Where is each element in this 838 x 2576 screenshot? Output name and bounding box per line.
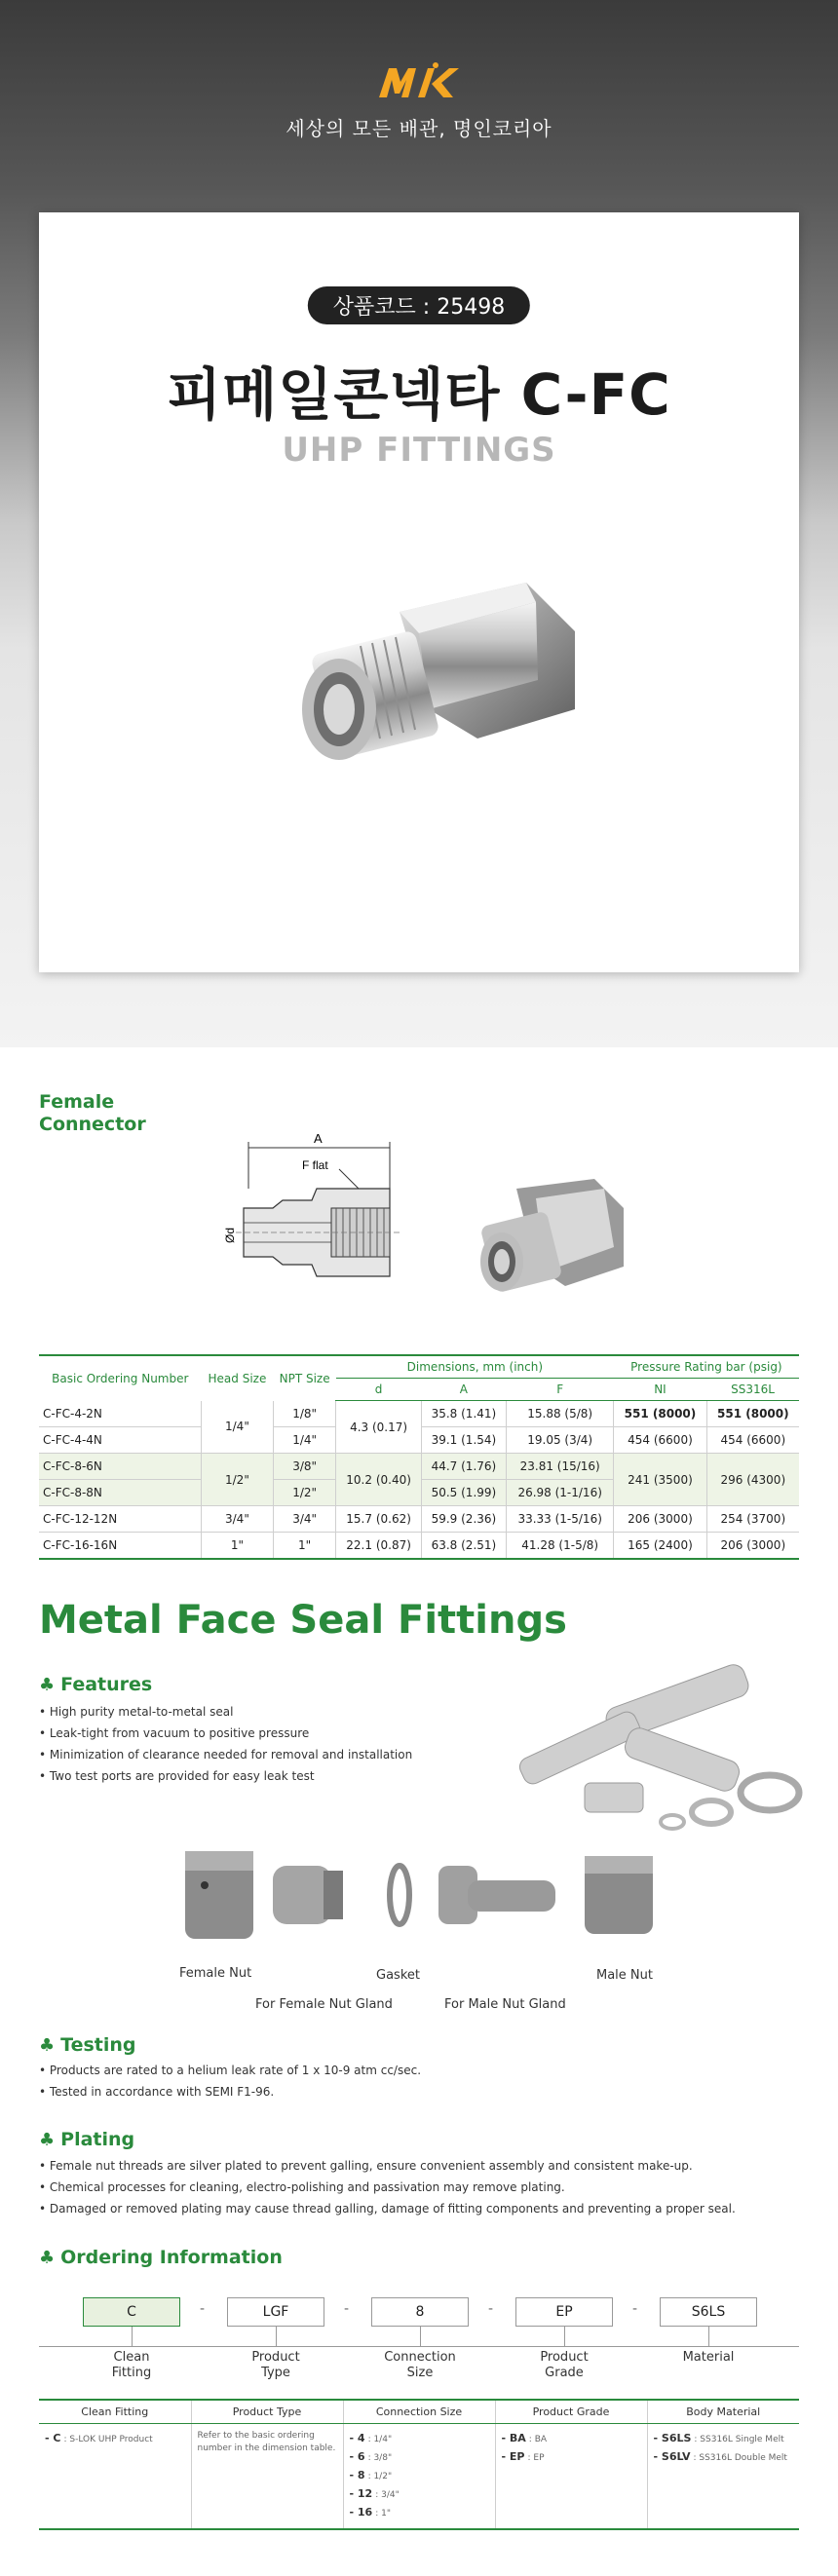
product-subtitle: UHP FITTINGS xyxy=(282,431,556,470)
cell-product-grade xyxy=(495,2424,647,2530)
cell-ss: 206 (3000) xyxy=(706,1533,799,1560)
mk-logo-icon xyxy=(375,60,463,103)
dim-d-text: Ød xyxy=(223,1227,237,1243)
th-f: F xyxy=(507,1379,614,1401)
club-icon: ♣ xyxy=(39,2035,56,2056)
part-gland-female-label: For Female Nut Gland xyxy=(255,1997,393,2012)
item-value: Refer to the basic ordering number in the dimension table. xyxy=(197,2431,336,2453)
features-heading xyxy=(39,1674,152,1695)
cell-a: 35.8 (1.41) xyxy=(421,1401,506,1427)
ordering-heading xyxy=(39,2247,283,2268)
order-caption-material xyxy=(660,2350,757,2366)
list-item: • Minimization of clearance needed for removal and installation xyxy=(39,1744,412,1765)
mfs-title: Metal Face Seal Fittings xyxy=(39,1598,567,1643)
cell-a: 39.1 (1.54) xyxy=(421,1427,506,1454)
parts-illustration xyxy=(156,1841,702,2036)
caption-line: Grade xyxy=(545,2366,584,2380)
cell-ss: 551 (8000) xyxy=(706,1401,799,1427)
label-line-2: Connector xyxy=(39,1114,146,1135)
list-item xyxy=(350,2448,489,2467)
club-icon: ♣ xyxy=(39,1675,56,1695)
list-item xyxy=(350,2467,489,2485)
th-npt-size: NPT Size xyxy=(273,1355,336,1401)
item-value: : S-LOK UHP Product xyxy=(63,2435,153,2444)
item-key: - 4 xyxy=(349,2432,365,2444)
list-item xyxy=(502,2430,641,2448)
caption-line: Connection xyxy=(384,2350,456,2365)
ordering-code-builder xyxy=(39,2297,799,2395)
cell-npt: 1/8" xyxy=(273,1401,336,1427)
brand-area xyxy=(0,60,838,141)
order-dash: - xyxy=(344,2301,350,2317)
caption-line: Size xyxy=(406,2366,434,2380)
table-row xyxy=(39,1506,799,1533)
cell-ni: 206 (3000) xyxy=(614,1506,706,1533)
order-dash: - xyxy=(200,2301,206,2317)
cell-a: 59.9 (2.36) xyxy=(421,1506,506,1533)
cell-code: C-FC-4-4N xyxy=(39,1427,202,1454)
item-key: - EP xyxy=(501,2450,525,2463)
list-item xyxy=(350,2485,489,2504)
list-item xyxy=(350,2504,489,2522)
caption-line: Fitting xyxy=(111,2366,152,2380)
spec-table-section xyxy=(39,1354,799,1560)
cell-d: 4.3 (0.17) xyxy=(336,1401,421,1454)
cell-npt: 3/8" xyxy=(273,1454,336,1480)
connector-line xyxy=(708,2327,709,2346)
product-photo xyxy=(283,563,594,816)
dimension-drawing xyxy=(223,1130,643,1325)
testing-list xyxy=(39,2060,421,2102)
item-value: : 1" xyxy=(375,2509,391,2519)
order-caption-clean xyxy=(83,2350,180,2381)
item-value: : 3/8" xyxy=(367,2453,393,2463)
th-d: d xyxy=(336,1379,421,1401)
part-gland-male-label: For Male Nut Gland xyxy=(444,1997,566,2012)
item-key: - C xyxy=(45,2432,61,2444)
item-value: : SS316L Double Melt xyxy=(693,2453,787,2463)
product-code-badge: 상품코드 : 25498 xyxy=(308,286,530,324)
hero-section xyxy=(0,0,838,1047)
cell-f: 26.98 (1-1/16) xyxy=(507,1480,614,1506)
table-row xyxy=(39,1533,799,1560)
item-value: : 1/2" xyxy=(367,2472,393,2481)
list-item: • High purity metal-to-metal seal xyxy=(39,1701,412,1723)
ordering-table-section xyxy=(39,2399,799,2530)
plating-heading-text: Plating xyxy=(60,2129,135,2150)
cell-connection-size xyxy=(343,2424,495,2530)
item-key: - 8 xyxy=(349,2469,365,2481)
order-dash: - xyxy=(488,2301,494,2317)
caption-line: Product xyxy=(540,2350,589,2365)
cell-code: C-FC-16-16N xyxy=(39,1533,202,1560)
cell-head: 1/4" xyxy=(202,1401,274,1454)
cell-ni: 454 (6600) xyxy=(614,1427,706,1454)
th-ss: SS316L xyxy=(706,1379,799,1401)
spec-table xyxy=(39,1354,799,1560)
cell-ni: 551 (8000) xyxy=(614,1401,706,1427)
cell-npt: 1/4" xyxy=(273,1427,336,1454)
th-body-material: Body Material xyxy=(647,2400,799,2424)
order-caption-grade xyxy=(515,2350,613,2381)
item-value: : SS316L Single Melt xyxy=(694,2435,784,2444)
list-item xyxy=(350,2430,489,2448)
list-item: • Female nut threads are silver plated to prevent galling, ensure convenient assembly and consistent make-up. xyxy=(39,2155,736,2177)
cell-f: 23.81 (15/16) xyxy=(507,1454,614,1480)
caption-line: Clean xyxy=(113,2350,150,2365)
brand-tagline: 세상의 모든 배관, 명인코리아 xyxy=(286,117,552,140)
table-row xyxy=(39,2424,799,2530)
item-value: : BA xyxy=(528,2435,548,2444)
th-product-grade: Product Grade xyxy=(495,2400,647,2424)
order-caption-size xyxy=(371,2350,469,2381)
item-key: - S6LS xyxy=(653,2432,692,2444)
label-line-1: Female xyxy=(39,1091,115,1113)
cell-ss: 454 (6600) xyxy=(706,1427,799,1454)
product-title: 피메일콘넥타 C-FC xyxy=(167,361,671,428)
cell-npt: 1/2" xyxy=(273,1480,336,1506)
th-ni: NI xyxy=(614,1379,706,1401)
order-box-material: S6LS xyxy=(660,2297,757,2327)
cell-code: C-FC-8-6N xyxy=(39,1454,202,1480)
fittings-photo xyxy=(487,1666,809,1841)
list-item: • Tested in accordance with SEMI F1-96. xyxy=(39,2081,421,2102)
list-item xyxy=(654,2448,794,2467)
connector-line xyxy=(420,2327,421,2346)
plating-heading xyxy=(39,2129,134,2150)
item-key: - BA xyxy=(501,2432,526,2444)
cell-d: 22.1 (0.87) xyxy=(336,1533,421,1560)
list-item: • Leak-tight from vacuum to positive pressure xyxy=(39,1723,412,1744)
cell-f: 15.88 (5/8) xyxy=(507,1401,614,1427)
cell-d: 15.7 (0.62) xyxy=(336,1506,421,1533)
list-item xyxy=(45,2430,185,2448)
caption-line: Type xyxy=(261,2366,290,2380)
testing-heading xyxy=(39,2034,136,2056)
cell-head: 3/4" xyxy=(202,1506,274,1533)
item-value: : 3/4" xyxy=(375,2490,400,2500)
cell-product-type xyxy=(191,2424,343,2530)
caption-line: Product xyxy=(251,2350,300,2365)
cell-npt: 1" xyxy=(273,1533,336,1560)
list-item xyxy=(502,2448,641,2467)
cell-d: 10.2 (0.40) xyxy=(336,1454,421,1506)
item-key: - S6LV xyxy=(653,2450,691,2463)
th-product-type: Product Type xyxy=(191,2400,343,2424)
plating-list xyxy=(39,2155,736,2219)
list-item: • Chemical processes for cleaning, electro-polishing and passivation may remove plating. xyxy=(39,2177,736,2198)
th-ordering: Basic Ordering Number xyxy=(39,1355,202,1401)
connector-line xyxy=(276,2327,277,2346)
features-heading-text: Features xyxy=(60,1674,153,1695)
list-item: • Two test ports are provided for easy leak test xyxy=(39,1765,412,1787)
th-a: A xyxy=(421,1379,506,1401)
product-card xyxy=(39,212,799,972)
cell-a: 50.5 (1.99) xyxy=(421,1480,506,1506)
list-item: • Products are rated to a helium leak rate of 1 x 10-9 atm cc/sec. xyxy=(39,2060,421,2081)
connector-line xyxy=(564,2327,565,2346)
cell-ni: 165 (2400) xyxy=(614,1533,706,1560)
table-row xyxy=(39,1401,799,1427)
cell-f: 33.33 (1-5/16) xyxy=(507,1506,614,1533)
order-caption-type xyxy=(227,2350,324,2381)
cell-code: C-FC-12-12N xyxy=(39,1506,202,1533)
cell-code: C-FC-8-8N xyxy=(39,1480,202,1506)
cell-ni: 241 (3500) xyxy=(614,1454,706,1506)
order-box-grade: EP xyxy=(515,2297,613,2327)
ordering-heading-text: Ordering Information xyxy=(60,2247,283,2268)
cell-body-material xyxy=(647,2424,799,2530)
th-head-size: Head Size xyxy=(202,1355,274,1401)
cell-ss: 296 (4300) xyxy=(706,1454,799,1506)
cell-f: 19.05 (3/4) xyxy=(507,1427,614,1454)
club-icon: ♣ xyxy=(39,2130,56,2150)
caption-line: Material xyxy=(682,2350,735,2365)
order-box-clean: C xyxy=(83,2297,180,2327)
th-dimensions: Dimensions, mm (inch) xyxy=(336,1355,614,1379)
club-icon: ♣ xyxy=(39,2248,56,2268)
th-pressure: Pressure Rating bar (psig) xyxy=(614,1355,799,1379)
list-item xyxy=(654,2430,794,2448)
item-value: : EP xyxy=(527,2453,545,2463)
dim-f-text: F flat xyxy=(302,1158,328,1172)
cell-head: 1/2" xyxy=(202,1454,274,1506)
order-dash: - xyxy=(632,2301,638,2317)
cell-f: 41.28 (1-5/8) xyxy=(507,1533,614,1560)
item-key: - 16 xyxy=(349,2506,373,2519)
cell-a: 44.7 (1.76) xyxy=(421,1454,506,1480)
testing-heading-text: Testing xyxy=(60,2034,136,2056)
order-box-type: LGF xyxy=(227,2297,324,2327)
cell-npt: 3/4" xyxy=(273,1506,336,1533)
th-connection-size: Connection Size xyxy=(343,2400,495,2424)
cell-ss: 254 (3700) xyxy=(706,1506,799,1533)
female-connector-label xyxy=(39,1091,146,1136)
ordering-table xyxy=(39,2399,799,2530)
item-key: - 12 xyxy=(349,2487,373,2500)
part-male-nut-label: Male Nut xyxy=(596,1968,653,1983)
features-list xyxy=(39,1701,412,1787)
table-row xyxy=(39,1454,799,1480)
item-key: - 6 xyxy=(349,2450,365,2463)
item-value: : 1/4" xyxy=(367,2435,393,2444)
order-box-size: 8 xyxy=(371,2297,469,2327)
list-item: • Damaged or removed plating may cause thread galling, damage of fitting components and preventing a proper seal. xyxy=(39,2198,736,2219)
dim-a-text: A xyxy=(314,1131,323,1146)
cell-code: C-FC-4-2N xyxy=(39,1401,202,1427)
cell-clean-fitting xyxy=(39,2424,191,2530)
connector-baseline xyxy=(39,2346,799,2347)
part-gasket-label: Gasket xyxy=(376,1968,420,1983)
cell-head: 1" xyxy=(202,1533,274,1560)
connector-line xyxy=(132,2327,133,2346)
th-clean-fitting: Clean Fitting xyxy=(39,2400,191,2424)
cell-a: 63.8 (2.51) xyxy=(421,1533,506,1560)
part-female-nut-label: Female Nut xyxy=(179,1966,252,1981)
